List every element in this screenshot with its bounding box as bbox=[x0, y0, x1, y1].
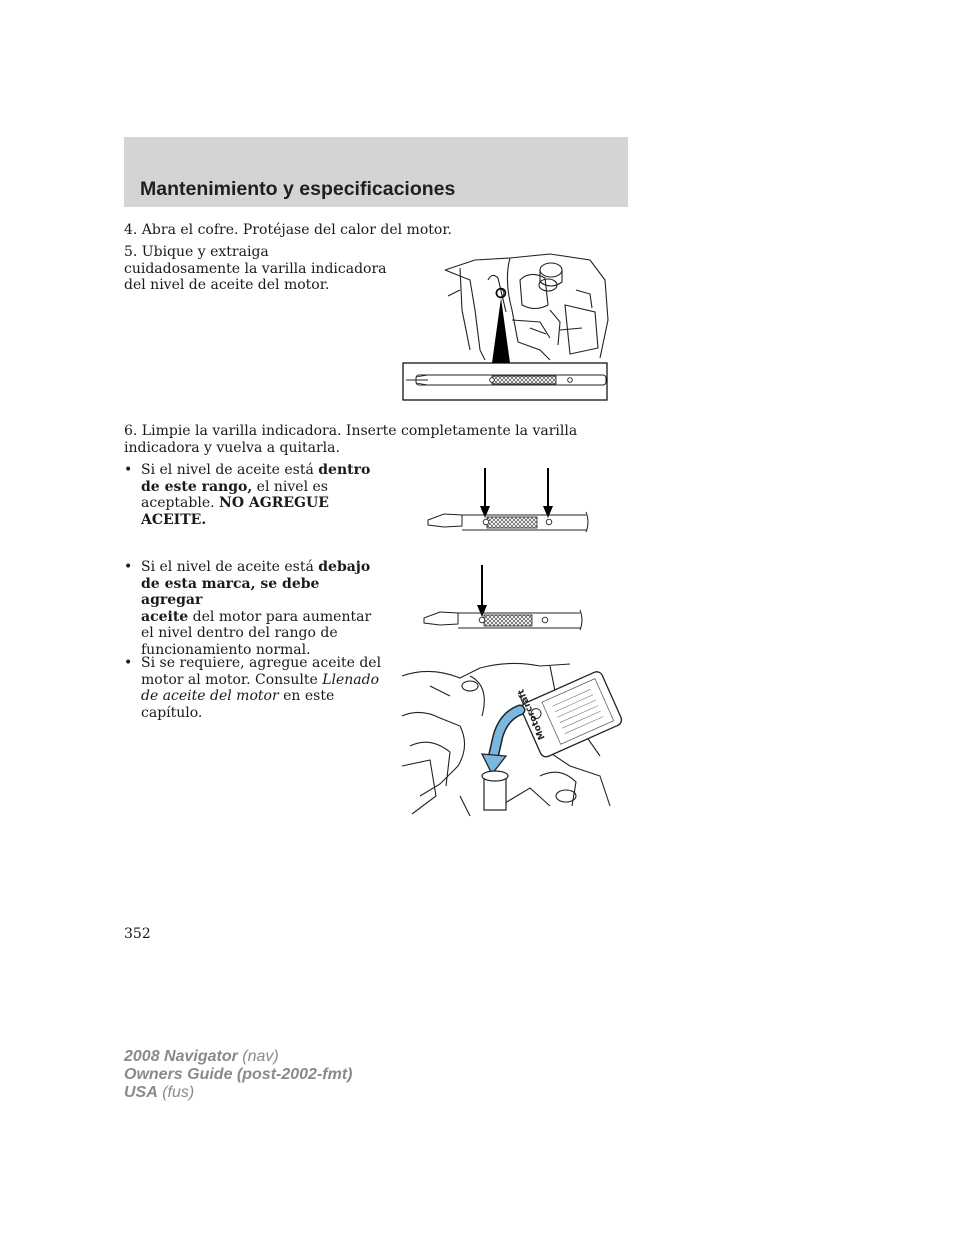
dipstick-acceptable-range-illustration bbox=[424, 466, 592, 536]
section-title: Mantenimiento y especificaciones bbox=[140, 178, 456, 200]
step-6-line-1: 6. Limpie la varilla indicadora. Inserte completamente la varilla bbox=[124, 423, 578, 439]
step-6-text bbox=[124, 423, 577, 456]
step-4-text: 4. Abra el cofre. Protéjase del calor del motor. bbox=[124, 222, 452, 238]
bullet-2-line-4: el nivel dentro del rango de bbox=[141, 625, 338, 641]
bullet-3-line-2: motor al motor. Consulte Llenado bbox=[141, 671, 380, 688]
bullet-3-line-1: Si se requiere, agregue aceite del bbox=[141, 655, 382, 671]
step-5-text bbox=[124, 244, 387, 294]
footer-line-1: 2008 Navigator (nav) bbox=[124, 1048, 279, 1065]
section-header bbox=[124, 137, 628, 207]
bullet-marker: • bbox=[124, 655, 133, 671]
dipstick-location-illustration bbox=[400, 250, 612, 402]
dipstick-low-level-illustration bbox=[420, 563, 588, 633]
add-oil-illustration bbox=[400, 656, 628, 818]
bottle-label-text: Motorcraft bbox=[516, 687, 548, 741]
bullet-2-line-3: aceite del motor para aumentar bbox=[141, 608, 372, 625]
bullet-1-line-1: Si el nivel de aceite está dentro bbox=[141, 462, 371, 478]
bullet-2-line-1: Si el nivel de aceite está debajo bbox=[141, 559, 371, 575]
footer-line-2: Owners Guide (post-2002-fmt) bbox=[124, 1066, 353, 1083]
bullet-3-line-4: capítulo. bbox=[141, 704, 203, 721]
bullet-marker: • bbox=[124, 559, 133, 575]
step-5-line-1: 5. Ubique y extraiga bbox=[124, 244, 269, 260]
document-footer bbox=[124, 1048, 352, 1102]
footer-line-3: USA (fus) bbox=[124, 1084, 195, 1101]
step-6-line-2: indicadora y vuelva a quitarla. bbox=[124, 439, 340, 456]
step-5-line-3: del nivel de aceite del motor. bbox=[124, 277, 330, 293]
bullet-2-line-5: funcionamiento normal. bbox=[141, 641, 311, 658]
bullet-1-line-3: aceptable. NO AGREGUE bbox=[141, 495, 329, 511]
step-5-line-2: cuidadosamente la varilla indicadora bbox=[124, 260, 387, 277]
page-number: 352 bbox=[124, 926, 151, 942]
bullet-1-line-4: ACEITE. bbox=[141, 511, 207, 528]
bullet-1-line-2: de este rango, el nivel es bbox=[141, 478, 328, 495]
bullet-marker: • bbox=[124, 462, 133, 478]
bullet-2-line-2: de esta marca, se debe agregar bbox=[141, 575, 320, 608]
bullet-3-line-3: de aceite del motor en este bbox=[141, 688, 335, 704]
